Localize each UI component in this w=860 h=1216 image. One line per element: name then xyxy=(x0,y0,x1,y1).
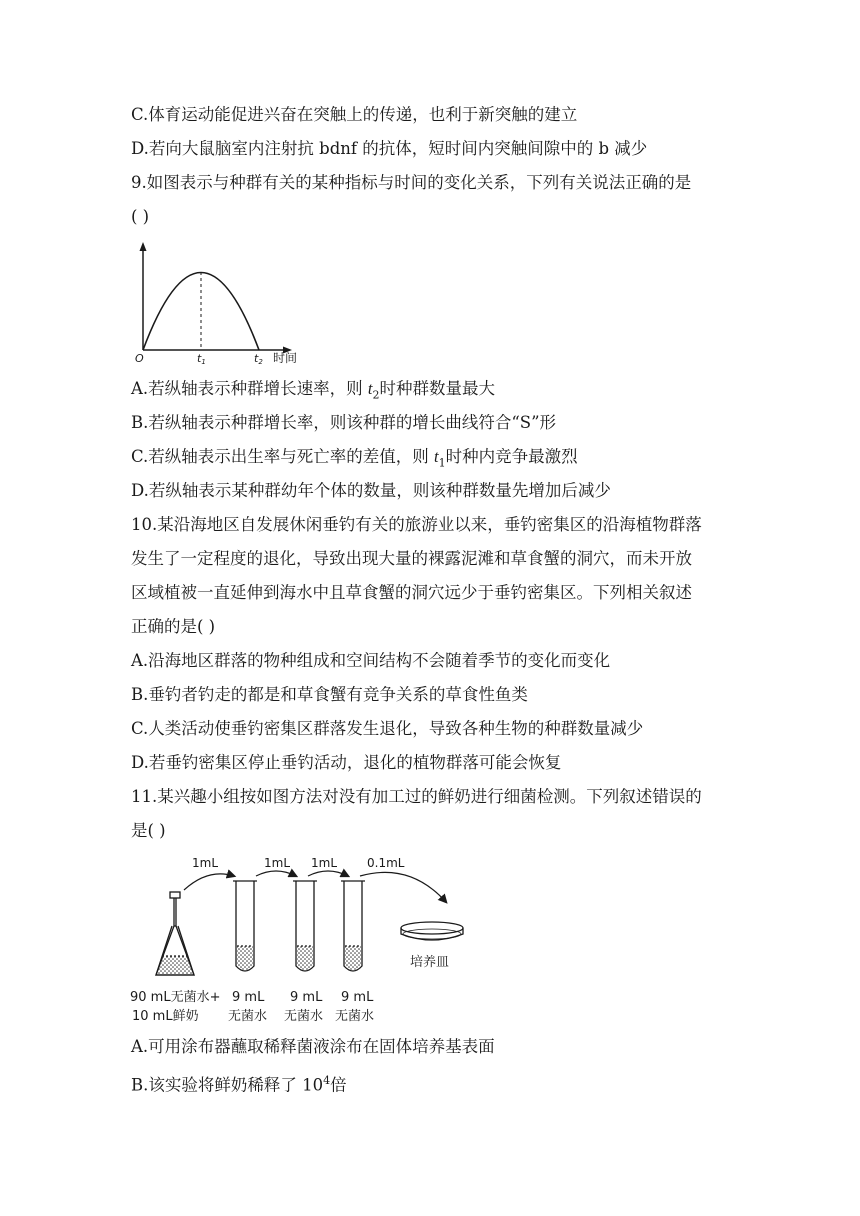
arrow-3-label: 1mL xyxy=(311,856,338,870)
tube-1 xyxy=(233,881,257,971)
option-d-q8: D.若向大鼠脑室内注射抗 bdnf 的抗体，短时间内突触间隙中的 b 减少 xyxy=(131,139,648,158)
x-axis-label: 时间 xyxy=(273,351,298,365)
option-c-q10: C.人类活动使垂钓密集区群落发生退化，导致各种生物的种群数量减少 xyxy=(131,719,644,738)
dish-label: 培养皿 xyxy=(410,955,450,970)
flask xyxy=(156,892,194,975)
arrow-1 xyxy=(184,874,234,890)
y-axis-arrow-icon xyxy=(140,242,147,251)
tube-1-label-2: 无菌水 xyxy=(228,1009,268,1024)
arrow-4 xyxy=(360,872,446,902)
tube-1-label-1: 9 mL xyxy=(232,990,265,1005)
option-d-q10: D.若垂钓密集区停止垂钓活动，退化的植物群落可能会恢复 xyxy=(131,753,562,772)
question-10-line4: 正确的是( ) xyxy=(131,617,216,636)
t2-label: t2 xyxy=(254,352,263,366)
tube-2 xyxy=(293,881,317,971)
tube-3-label-1: 9 mL xyxy=(341,990,374,1005)
question-11-line1: 11.某兴趣小组按如图方法对没有加工过的鲜奶进行细菌检测。下列叙述错误的 xyxy=(131,787,702,806)
option-c-q9: C.若纵轴表示出生率与死亡率的差值，则 $t_1$时种内竞争最激烈 xyxy=(131,447,578,470)
flask-label-1: 90 mL无菌水+ xyxy=(130,990,221,1005)
q9-graph xyxy=(130,238,310,368)
arrow-2-label: 1mL xyxy=(264,856,291,870)
option-b-q10: B.垂钓者钓走的都是和草食蟹有竞争关系的草食性鱼类 xyxy=(131,685,528,704)
arrow-4-label: 0.1mL xyxy=(367,856,405,870)
tube-3-label-2: 无菌水 xyxy=(335,1009,375,1024)
dilution-diagram xyxy=(130,848,490,1028)
arrow-3 xyxy=(308,871,348,876)
option-c-q8: C.体育运动能促进兴奋在突触上的传递，也利于新突触的建立 xyxy=(131,105,578,124)
tube-2-label-2: 无菌水 xyxy=(284,1009,324,1024)
option-a-q11: A.可用涂布器蘸取稀释菌液涂布在固体培养基表面 xyxy=(131,1037,495,1056)
option-b-q11: B.该实验将鲜奶稀释了 $10^4$倍 xyxy=(131,1074,347,1095)
origin-label: O xyxy=(135,352,144,365)
t1-label: t1 xyxy=(197,352,206,366)
option-a-q10: A.沿海地区群落的物种组成和空间结构不会随着季节的变化而变化 xyxy=(131,651,611,670)
question-9-bracket: ( ) xyxy=(131,207,150,226)
question-9: 9.如图表示与种群有关的某种指标与时间的变化关系，下列有关说法正确的是 xyxy=(131,173,692,192)
question-10-line1: 10.某沿海地区自发展休闲垂钓有关的旅游业以来，垂钓密集区的沿海植物群落 xyxy=(131,515,702,534)
flask-label-2: 10 mL鲜奶 xyxy=(132,1009,199,1024)
question-11-line2: 是( ) xyxy=(131,821,166,840)
question-10-line2: 发生了一定程度的退化，导致出现大量的裸露泥滩和草食蟹的洞穴，而未开放 xyxy=(131,549,692,568)
petri-dish xyxy=(401,922,463,940)
tube-3 xyxy=(341,881,365,971)
option-a-q9: A.若纵轴表示种群增长速率，则 $t_2$时种群数量最大 xyxy=(131,379,495,402)
question-10-line3: 区域植被一直延伸到海水中且草食蟹的洞穴远少于垂钓密集区。下列相关叙述 xyxy=(131,583,692,602)
option-d-q9: D.若纵轴表示某种群幼年个体的数量，则该种群数量先增加后减少 xyxy=(131,481,611,500)
arrow-2 xyxy=(256,871,296,876)
arrow-1-label: 1mL xyxy=(192,856,219,870)
tube-2-label-1: 9 mL xyxy=(290,990,323,1005)
option-b-q9: B.若纵轴表示种群增长率，则该种群的增长曲线符合“S”形 xyxy=(131,413,557,432)
